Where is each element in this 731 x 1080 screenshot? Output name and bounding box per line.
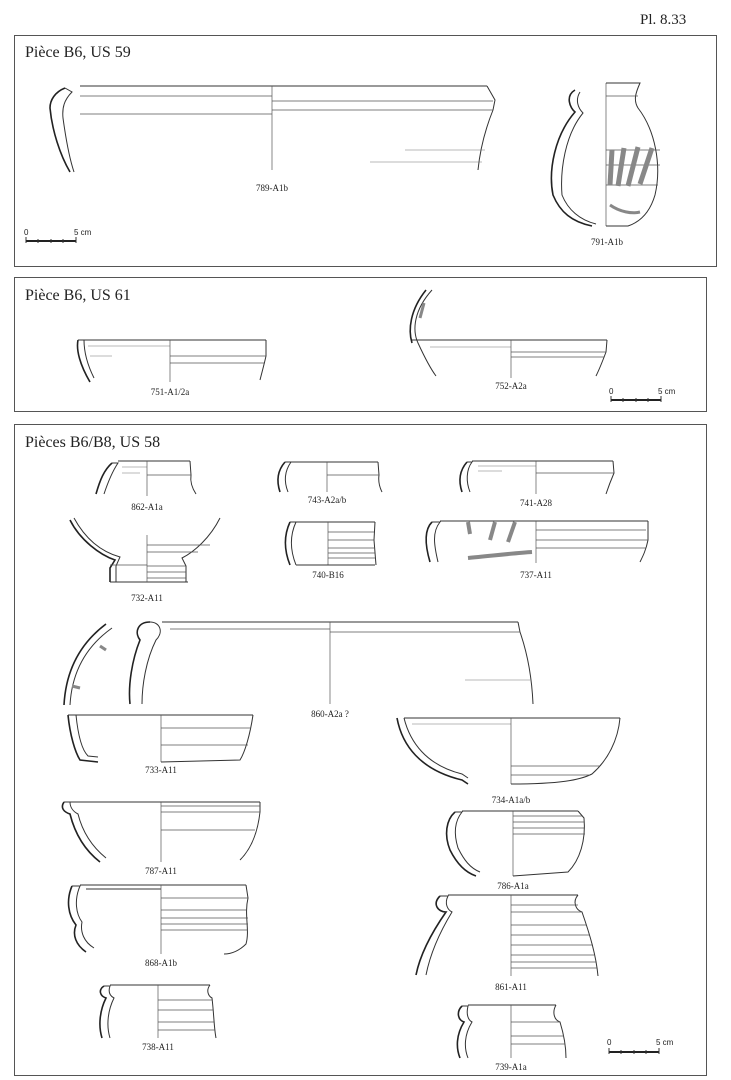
vessel-752-drawing (410, 290, 607, 378)
caption-862: 862-A1a (131, 502, 163, 512)
caption-739: 739-A1a (495, 1062, 527, 1072)
caption-751: 751-A1/2a (150, 387, 190, 397)
vessel-786-drawing (447, 811, 585, 876)
caption-740: 740-B16 (312, 570, 344, 580)
caption-741: 741-A28 (520, 498, 552, 508)
caption-787: 787-A11 (145, 866, 177, 876)
vessel-787-drawing (62, 802, 260, 862)
vessel-733-drawing (68, 715, 253, 762)
caption-743: 743-A2a/b (307, 495, 347, 505)
vessel-743-drawing (278, 462, 382, 492)
plate-number: Pl. 8.33 (640, 12, 687, 28)
caption-868: 868-A1b (145, 958, 177, 968)
vessel-734-drawing (397, 718, 620, 784)
vessel-751-drawing (78, 340, 267, 382)
caption-789: 789-A1b (256, 183, 288, 193)
vessel-741-drawing (460, 461, 614, 494)
caption-737: 737-A11 (520, 570, 552, 580)
scale-end-us61: 5 cm (658, 387, 676, 396)
caption-860: 860-A2a ? (311, 709, 349, 719)
panel-title-us61: Pièce B6, US 61 (25, 287, 131, 304)
scale-end-us58: 5 cm (656, 1038, 674, 1047)
caption-733: 733-A11 (145, 765, 177, 775)
vessel-868-drawing (69, 885, 248, 954)
caption-732: 732-A11 (131, 593, 163, 603)
scale-bar-us58 (609, 1048, 659, 1054)
vessel-860-drawing (64, 622, 533, 705)
caption-791: 791-A1b (591, 237, 623, 247)
caption-861: 861-A11 (495, 982, 527, 992)
vessel-789-drawing (50, 86, 495, 172)
panel-title-us58: Pièces B6/B8, US 58 (25, 434, 161, 451)
vessel-737-drawing (426, 521, 648, 563)
scale-zero-us58: 0 (607, 1038, 612, 1047)
caption-752: 752-A2a (495, 381, 527, 391)
scale-bar-us59 (26, 237, 76, 243)
vessel-862-drawing (96, 461, 196, 496)
scale-zero-us59: 0 (24, 228, 29, 237)
scale-zero-us61: 0 (609, 387, 614, 396)
vessel-739-drawing (457, 1005, 566, 1058)
vessel-861-drawing (416, 895, 598, 976)
vessel-732-drawing (70, 518, 220, 582)
panel-title-us59: Pièce B6, US 59 (25, 44, 131, 61)
caption-786: 786-A1a (497, 881, 529, 891)
vessel-740-drawing (286, 522, 377, 565)
caption-734: 734-A1a/b (491, 795, 531, 805)
scale-end-us59: 5 cm (74, 228, 92, 237)
vessel-791-drawing (551, 83, 660, 226)
vessel-738-drawing (100, 985, 216, 1038)
caption-738: 738-A11 (142, 1042, 174, 1052)
scale-bar-us61 (611, 396, 661, 402)
